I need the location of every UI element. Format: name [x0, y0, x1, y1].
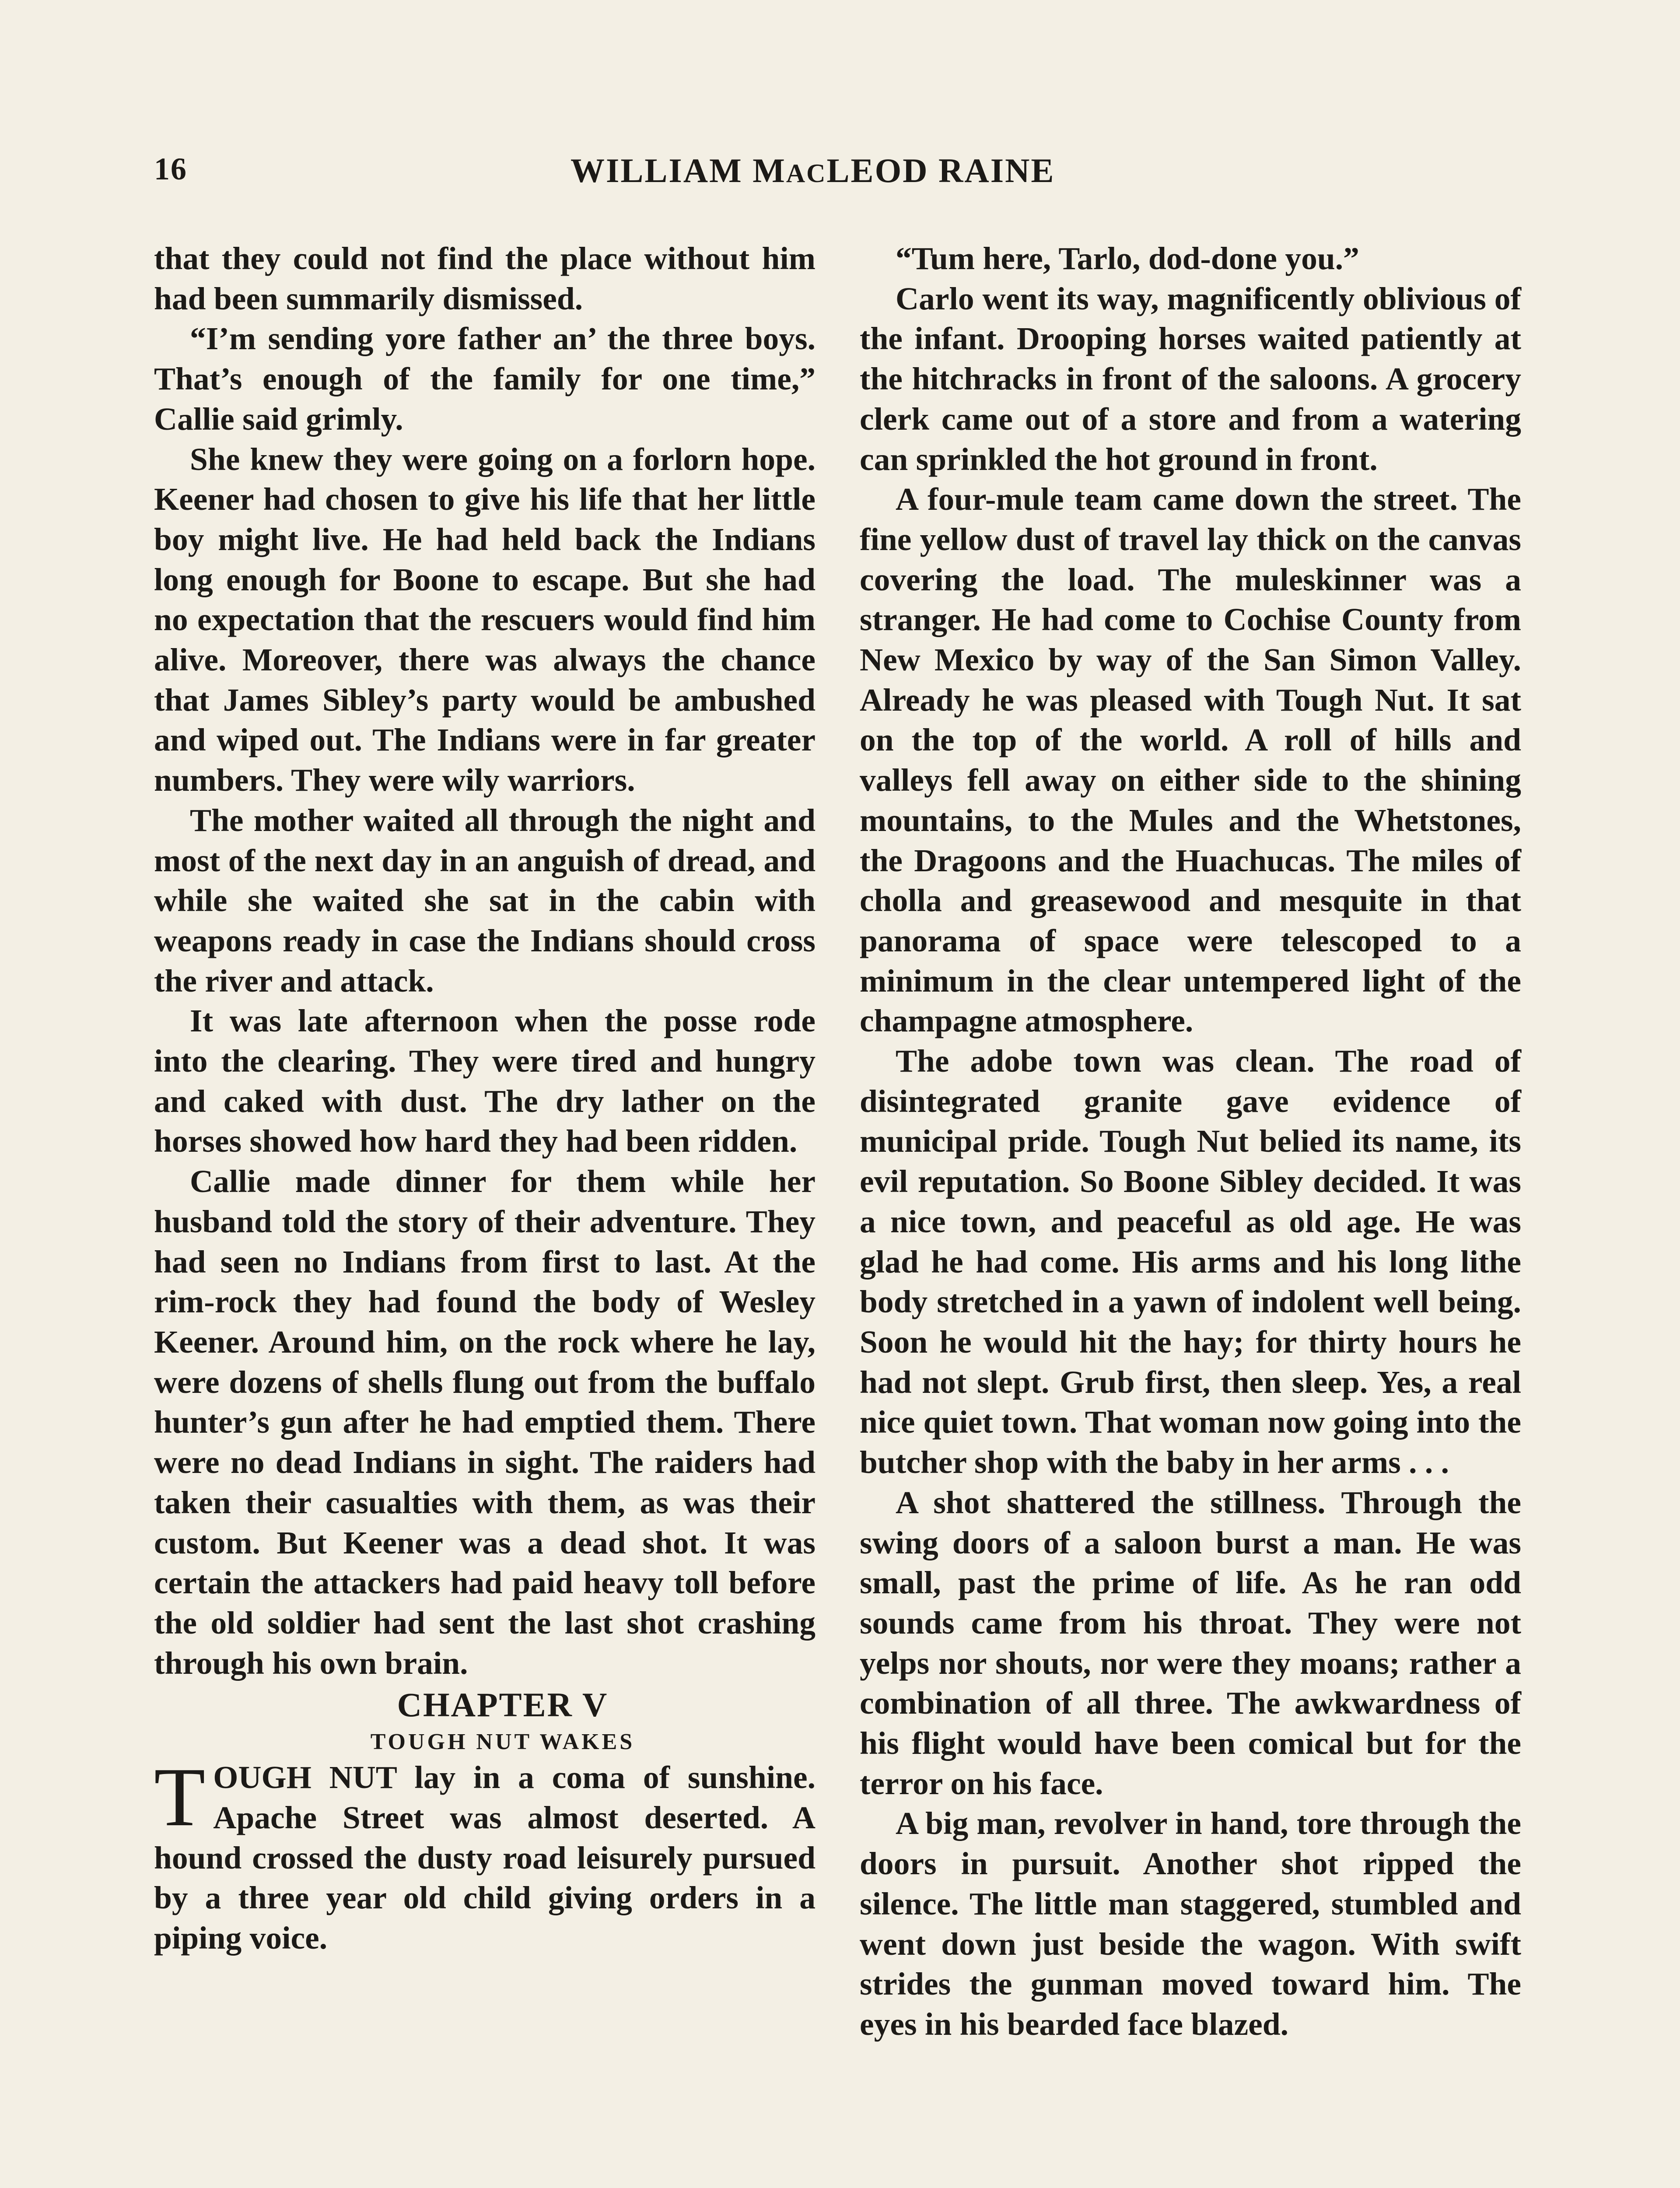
paragraph: “Tum here, Tarlo, dod-done you.” — [896, 241, 1359, 276]
paragraph: A big man, revolver in hand, tore through the doors in pursuit. Another shot ripped the silence. The little man staggered, stumbled and went down just beside the wagon. With swift strides the gunman moved toward him. The eyes in his bearded face blazed. — [860, 1806, 1521, 2042]
left-column — [154, 238, 816, 1958]
running-head-main-2: LEOD RAINE — [826, 151, 1055, 189]
chapter-opening-paragraph — [154, 1750, 816, 1958]
paragraph: The mother waited all through the night and most of the next day in an anguish of dread, and while she waited she sat in the cabin with weapons ready in case the Indians should cross the river and attack. — [154, 802, 816, 999]
paragraph: The adobe town was clean. The road of disintegrated granite gave evidence of municipal pride. Tough Nut belied its name, its evil reputation. So Boone Sibley decided. It was a nice town, and peaceful as old age. He was glad he had come. His arms and his long lithe body stretched in a yawn of indolent well being. Soon he would hit the hay; for thirty hours he had not slept. Grub first, then sleep. Yes, a real nice quiet town. That woman now going into the butcher shop with the baby in her arms . . . — [860, 1043, 1521, 1480]
paragraph: Carlo went its way, magnificently oblivious of the infant. Drooping horses waited patiently at the hitchracks in front of the saloons. A grocery clerk came out of a store and from a watering can sprinkled the hot ground in front. — [860, 281, 1521, 477]
chapter-subtitle: TOUGH NUT WAKES — [370, 1729, 635, 1755]
opening-text: OUGH NUT lay in a coma of sunshine. Apache Street was almost deserted. A hound crossed the dusty road leisurely pursued by a three year old child giving orders in a piping voice. — [154, 1760, 816, 1956]
paragraph: She knew they were going on a forlorn hope. Keener had chosen to give his life that her little boy might live. He had held back the Indians long enough for Boone to escape. But she had no expectation that the rescuers would find him alive. Moreover, there was always the chance that James Sibley’s party would be ambushed and wiped out. The Indians were in far greater numbers. They were wily warriors. — [154, 441, 816, 798]
paragraph: that they could not find the place without him had been summarily dismissed. — [154, 241, 816, 316]
page-header — [154, 151, 1248, 199]
paragraph: A shot shattered the stillness. Through the swing doors of a saloon burst a man. He was small, past the prime of life. As he ran odd sounds came from his throat. They were not yelps nor shouts, nor were they moans; rather a combination of all three. The awkwardness of his flight would have been comical but for the terror on his face. — [860, 1484, 1521, 1801]
paragraph: It was late afternoon when the posse rode into the clearing. They were tired and hungry and caked with dust. The dry lather on the horses showed how hard they had been ridden. — [154, 1003, 816, 1159]
paragraph: “I’m sending yore father an’ the three boys. That’s enough of the family for one time,” Callie said grimly. — [154, 321, 816, 437]
running-head-main-1: WILLIAM M — [570, 151, 786, 189]
paragraph: Callie made dinner for them while her husband told the story of their adventure. They had seen no Indians from first to last. At the rim-rock they had found the body of Wesley Keener. Around him, on the rock where he lay, were dozens of shells flung out from the buffalo hunter’s gun after he had emptied them. There were no dead Indians in sight. The raiders had taken their casualties with them, as was their custom. But Keener was a dead shot. It was certain the attackers had paid heavy toll before the old soldier had sent the last shot crashing through his own brain. — [154, 1164, 816, 1681]
page-number: 16 — [154, 151, 187, 186]
right-column — [860, 238, 1521, 2044]
paragraph: A four-mule team came down the street. The fine yellow dust of travel lay thick on the canvas covering the load. The muleskinner was a stranger. He had come to Cochise County from New Mexico by way of the San Simon Valley. Already he was pleased with Tough Nut. It sat on the top of the world. A roll of hills and valleys fell away on either side to the shining mountains, to the Mules and the Whetstones, the Dragoons and the Huachucas. The miles of cholla and greasewood and mesquite in that panorama of space were telescoped to a minimum in the clear untempered light of the champagne atmosphere. — [860, 481, 1521, 1039]
drop-cap: T — [154, 1750, 206, 1844]
chapter-title: CHAPTER V — [397, 1686, 609, 1724]
running-head — [570, 151, 1055, 190]
running-head-small-caps: AC — [786, 159, 827, 188]
